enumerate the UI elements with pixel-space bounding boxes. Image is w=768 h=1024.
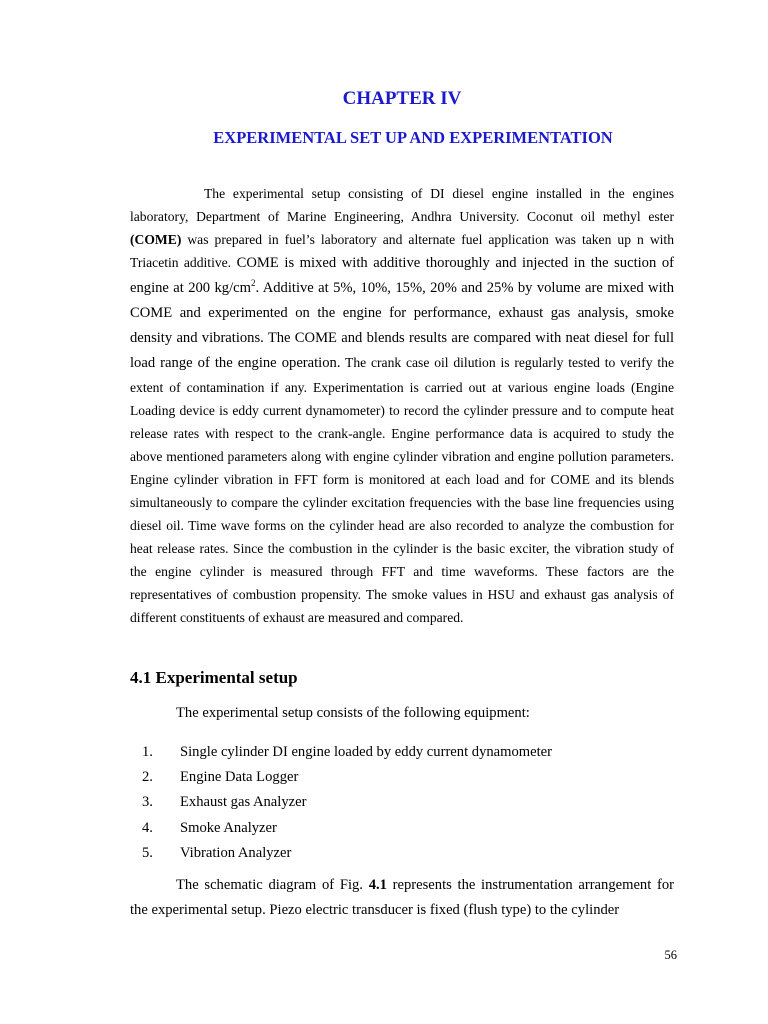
list-item <box>130 842 552 867</box>
intro-paragraph <box>130 182 674 629</box>
come-abbreviation: (COME) <box>130 232 182 247</box>
list-label: Engine Data Logger <box>180 769 299 786</box>
intro-sentence-2: was prepared in fuel’s laboratory and alternate fuel application was taken up n with Triacetin additive. <box>130 232 674 270</box>
chapter-title: CHAPTER IV <box>342 88 462 109</box>
equipment-list <box>130 741 552 867</box>
list-number: 4. <box>142 819 153 836</box>
list-number: 1. <box>142 744 153 760</box>
list-item <box>130 791 552 816</box>
superscript-2: 2 <box>250 278 256 289</box>
figure-reference: 4.1 <box>368 877 387 893</box>
intro-sentence-3-text: COME is mixed with additive thoroughly and injected in the suction of engine at 200 kg/cm <box>130 255 674 296</box>
list-label: Vibration Analyzer <box>180 844 292 861</box>
list-number: 3. <box>142 794 153 811</box>
list-item <box>130 766 552 791</box>
page-number: 56 <box>664 948 677 962</box>
closing-text-b: represents the instrumentation arrangement for the experimental setup. Piezo electric transducer is fixed (flush type) to the cylinder <box>130 877 675 918</box>
list-label: Exhaust gas Analyzer <box>180 794 307 811</box>
setup-intro: The experimental setup consists of the following equipment: <box>176 705 530 721</box>
list-number: 5. <box>142 844 153 861</box>
closing-paragraph <box>130 873 674 923</box>
list-label: Single cylinder DI engine loaded by eddy current dynamometer <box>180 744 553 760</box>
intro-sentence-1: The experimental setup consisting of DI diesel engine installed in the engines laboratory, Department of Marine Engineering, Andhra University. Coconut oil methyl ester <box>130 186 674 224</box>
list-item <box>130 817 552 842</box>
section-heading: 4.1 Experimental setup <box>130 668 298 687</box>
closing-text-a: The schematic diagram of Fig. <box>176 877 363 893</box>
list-label: Smoke Analyzer <box>180 819 277 836</box>
list-number: 2. <box>142 769 153 786</box>
list-item <box>130 741 552 766</box>
chapter-subtitle: EXPERIMENTAL SET UP AND EXPERIMENTATION <box>213 128 613 147</box>
intro-sentence-3 <box>130 255 674 371</box>
intro-sentence-5: The crank case oil dilution is regularly tested to verify the extent of contamination if any. Experimentation is carried out at various engine loads (Engine Loading device is eddy current dynamometer) to record the cylinder pressure and to compute heat release rates with respect to the crank-angle. Engine performance data is acquired to study the above mentioned parameters along with engine cylinder vibration and engine pollution parameters. Engine cylinder vibration in FFT form is monitored at each load and for COME and its blends simultaneously to compare the cylinder excitation frequencies with the base line frequencies using diesel oil. Time wave forms on the cylinder head are also recorded to analyze the combustion for heat release rates. Since the combustion in the cylinder is the basic exciter, the vibration study of the engine cylinder is measured through FFT and time waveforms. These factors are the representatives of combustion propensity. The smoke values in HSU and exhaust gas analysis of different constituents of exhaust are measured and compared. <box>130 355 674 625</box>
intro-sentence-4: . Additive at 5%, 10%, 15%, 20% and 25% by volume are mixed with COME and experimented on the engine for performance, exhaust gas analysis, smoke density and vibrations. The COME and blends results are compared with neat diesel for full load range of the engine operation. <box>130 280 675 371</box>
